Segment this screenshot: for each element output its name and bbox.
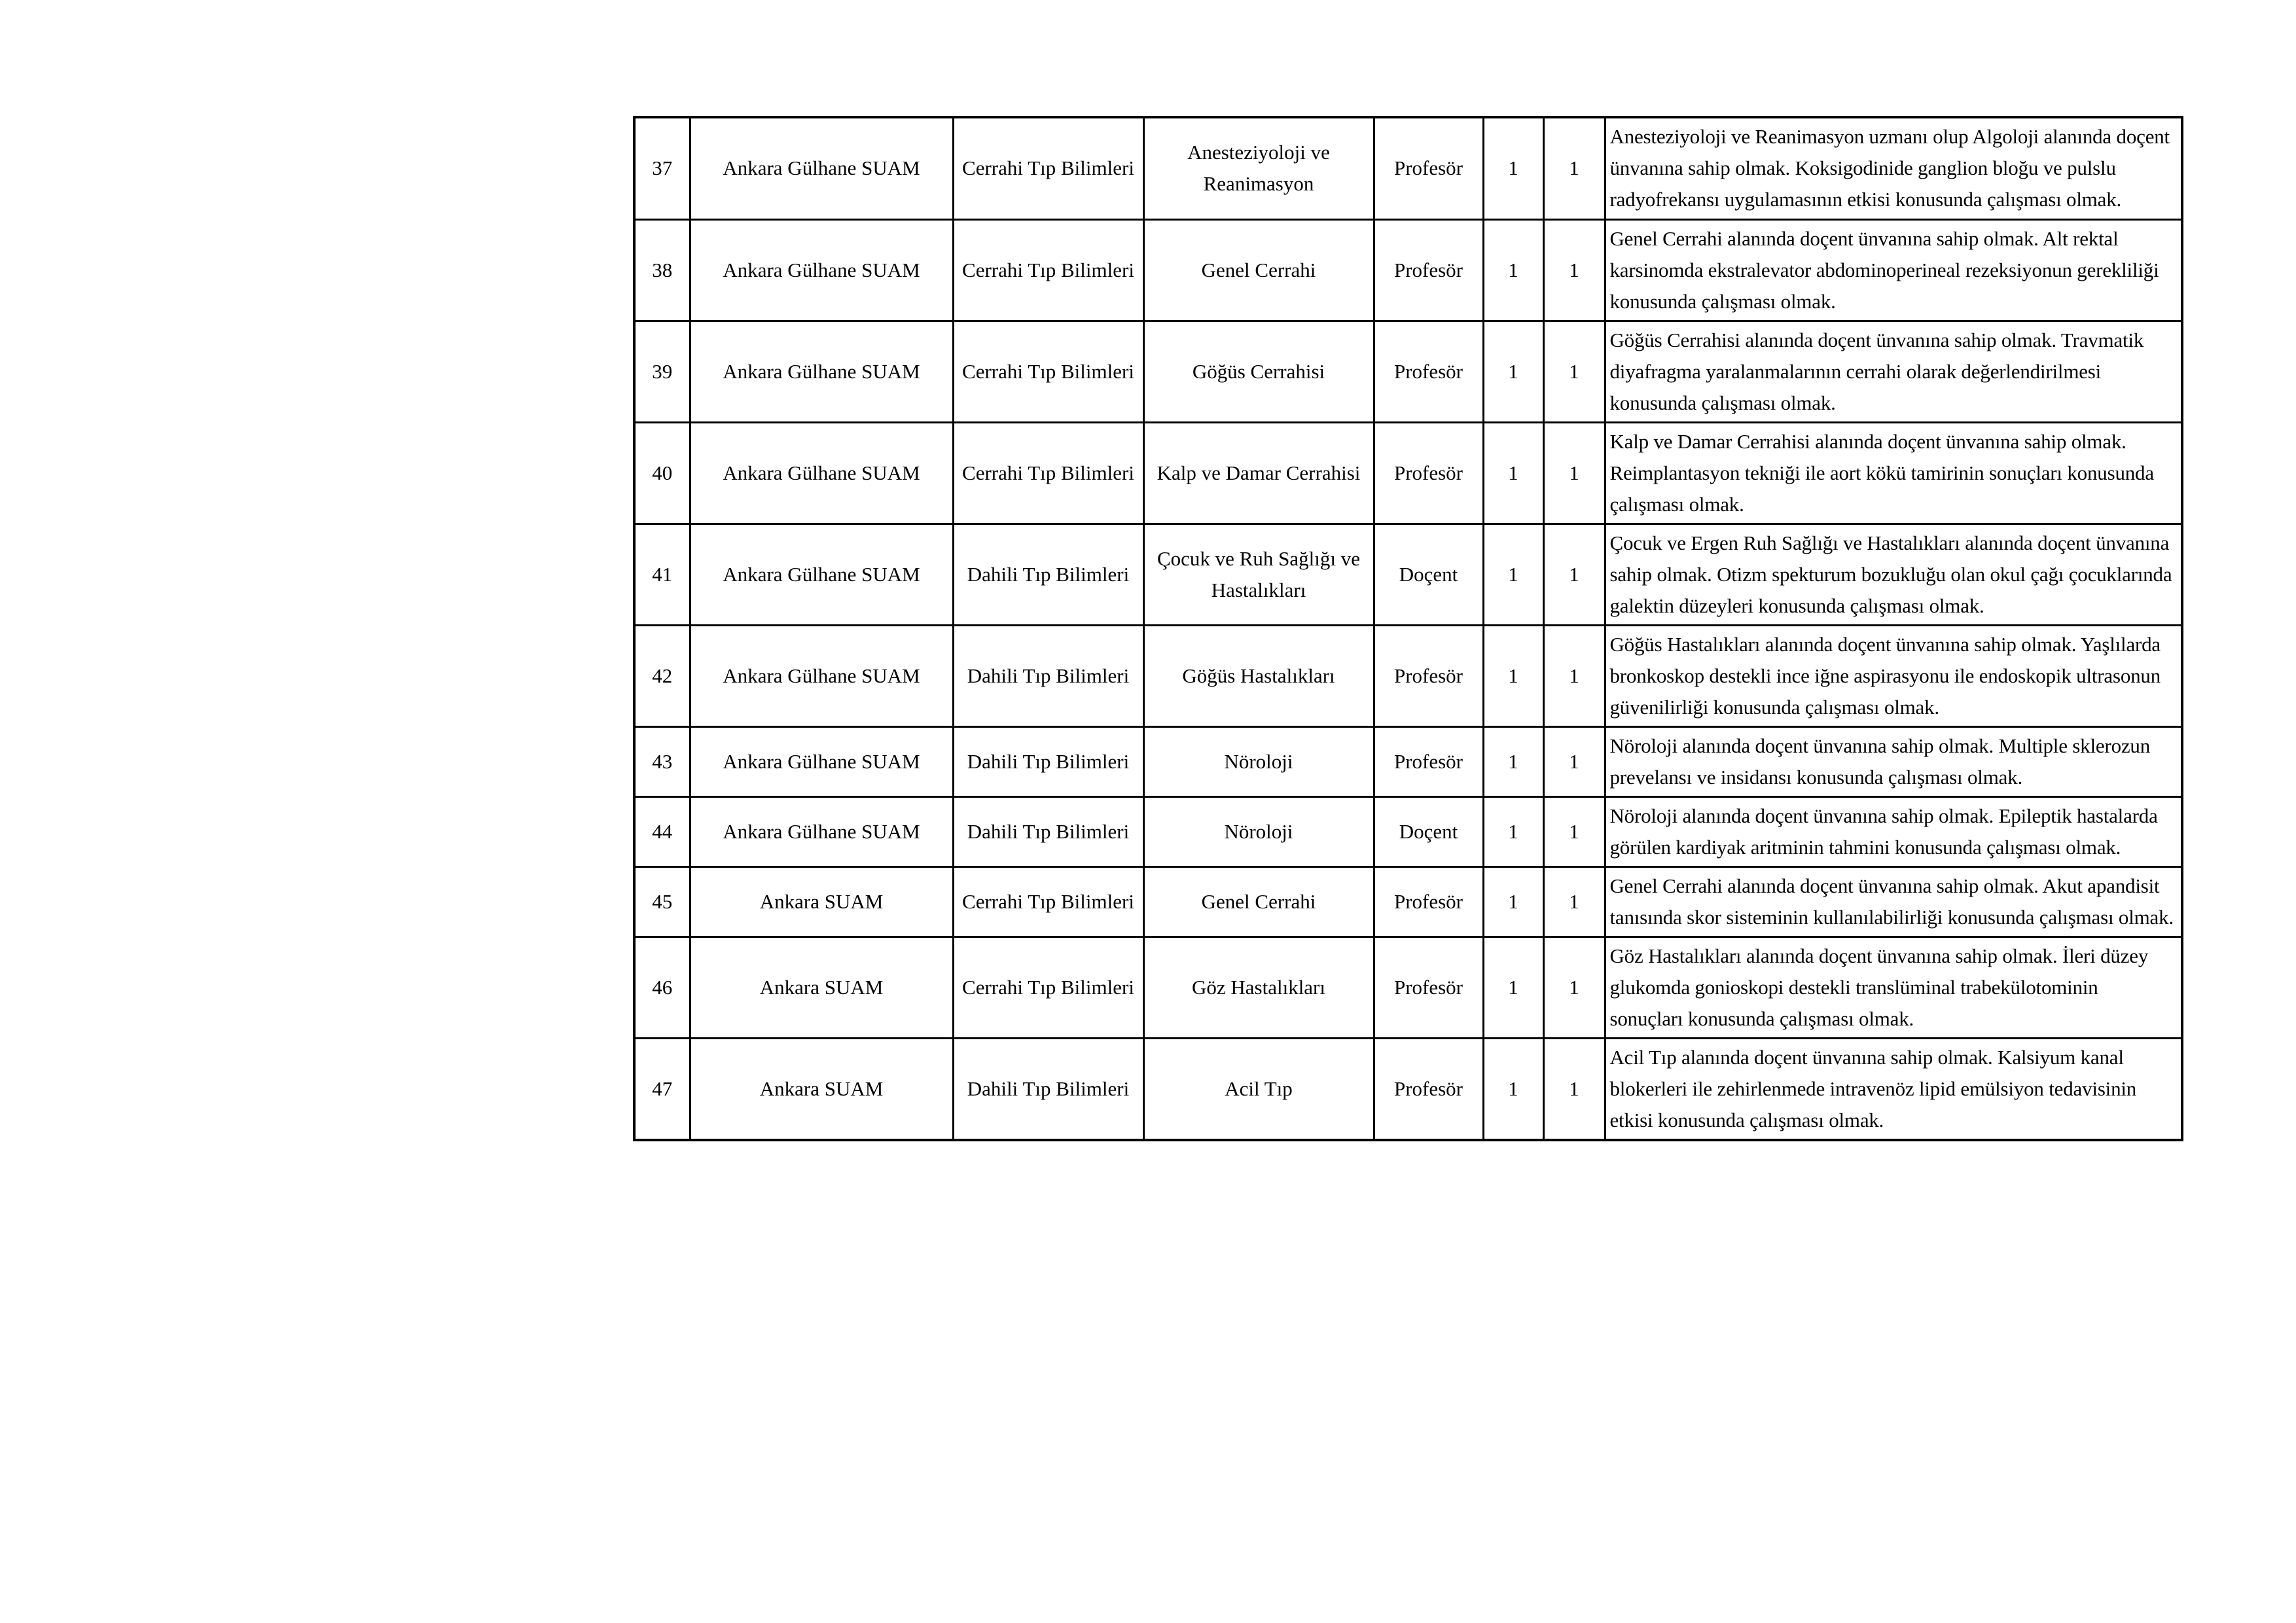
cell-department: Dahili Tıp Bilimleri xyxy=(953,625,1143,726)
cell-row-number: 46 xyxy=(634,936,690,1038)
cell-specialty: Kalp ve Damar Cerrahisi xyxy=(1143,422,1374,524)
cell-row-number: 42 xyxy=(634,625,690,726)
cell-quota-1: 1 xyxy=(1483,625,1543,726)
cell-institution: Ankara Gülhane SUAM xyxy=(690,726,953,796)
cell-institution: Ankara Gülhane SUAM xyxy=(690,625,953,726)
cell-quota-1: 1 xyxy=(1483,219,1543,321)
cell-institution: Ankara SUAM xyxy=(690,866,953,936)
cell-institution: Ankara Gülhane SUAM xyxy=(690,321,953,422)
academic-positions-table xyxy=(633,116,2183,1141)
cell-quota-2: 1 xyxy=(1543,936,1605,1038)
cell-quota-1: 1 xyxy=(1483,117,1543,219)
cell-title: Profesör xyxy=(1374,219,1483,321)
cell-institution: Ankara Gülhane SUAM xyxy=(690,524,953,625)
cell-quota-2: 1 xyxy=(1543,866,1605,936)
cell-institution: Ankara Gülhane SUAM xyxy=(690,219,953,321)
cell-description: Anesteziyoloji ve Reanimasyon uzmanı olup Algoloji alanında doçent ünvanına sahip olmak. Koksigodinide ganglion bloğu ve pulslu radyofrekansı uygulamasının etkisi konusunda çalışması olmak. xyxy=(1605,117,2182,219)
cell-quota-2: 1 xyxy=(1543,117,1605,219)
cell-quota-2: 1 xyxy=(1543,422,1605,524)
cell-row-number: 45 xyxy=(634,866,690,936)
cell-description: Genel Cerrahi alanında doçent ünvanına sahip olmak. Akut apandisit tanısında skor sisteminin kullanılabilirliği konusunda çalışması olmak. xyxy=(1605,866,2182,936)
cell-quota-1: 1 xyxy=(1483,321,1543,422)
cell-quota-1: 1 xyxy=(1483,422,1543,524)
cell-row-number: 44 xyxy=(634,796,690,866)
table-row xyxy=(634,936,2182,1038)
cell-department: Dahili Tıp Bilimleri xyxy=(953,726,1143,796)
table-row xyxy=(634,866,2182,936)
cell-quota-1: 1 xyxy=(1483,796,1543,866)
cell-department: Dahili Tıp Bilimleri xyxy=(953,1038,1143,1140)
cell-title: Profesör xyxy=(1374,866,1483,936)
table-row xyxy=(634,117,2182,219)
cell-title: Profesör xyxy=(1374,726,1483,796)
cell-quota-1: 1 xyxy=(1483,726,1543,796)
table-row xyxy=(634,625,2182,726)
cell-description: Kalp ve Damar Cerrahisi alanında doçent ünvanına sahip olmak. Reimplantasyon tekniği ile aort kökü tamirinin sonuçları konusunda çalışması olmak. xyxy=(1605,422,2182,524)
cell-title: Doçent xyxy=(1374,524,1483,625)
cell-row-number: 47 xyxy=(634,1038,690,1140)
cell-description: Çocuk ve Ergen Ruh Sağlığı ve Hastalıkları alanında doçent ünvanına sahip olmak. Otizm spekturum bozukluğu olan okul çağı çocuklarında galektin düzeyleri konusunda çalışması olmak. xyxy=(1605,524,2182,625)
cell-row-number: 43 xyxy=(634,726,690,796)
cell-specialty: Nöroloji xyxy=(1143,726,1374,796)
cell-specialty: Genel Cerrahi xyxy=(1143,866,1374,936)
cell-description: Göğüs Hastalıkları alanında doçent ünvanına sahip olmak. Yaşlılarda bronkoskop destekli ince iğne aspirasyonu ile endoskopik ultrasonun güvenilirliği konusunda çalışması olmak. xyxy=(1605,625,2182,726)
cell-institution: Ankara Gülhane SUAM xyxy=(690,422,953,524)
cell-row-number: 38 xyxy=(634,219,690,321)
cell-department: Cerrahi Tıp Bilimleri xyxy=(953,321,1143,422)
cell-department: Dahili Tıp Bilimleri xyxy=(953,524,1143,625)
cell-title: Profesör xyxy=(1374,117,1483,219)
cell-quota-2: 1 xyxy=(1543,219,1605,321)
cell-department: Cerrahi Tıp Bilimleri xyxy=(953,936,1143,1038)
cell-department: Cerrahi Tıp Bilimleri xyxy=(953,422,1143,524)
table-row xyxy=(634,726,2182,796)
table-row xyxy=(634,524,2182,625)
table-row xyxy=(634,1038,2182,1140)
cell-quota-2: 1 xyxy=(1543,726,1605,796)
cell-description: Genel Cerrahi alanında doçent ünvanına sahip olmak. Alt rektal karsinomda ekstralevator abdominoperineal rezeksiyonun gerekliliği konusunda çalışması olmak. xyxy=(1605,219,2182,321)
cell-title: Profesör xyxy=(1374,422,1483,524)
cell-specialty: Nöroloji xyxy=(1143,796,1374,866)
cell-specialty: Göğüs Cerrahisi xyxy=(1143,321,1374,422)
cell-title: Profesör xyxy=(1374,1038,1483,1140)
cell-title: Doçent xyxy=(1374,796,1483,866)
cell-description: Göz Hastalıkları alanında doçent ünvanına sahip olmak. İleri düzey glukomda gonioskopi destekli translüminal trabekülotominin sonuçları konusunda çalışması olmak. xyxy=(1605,936,2182,1038)
cell-quota-1: 1 xyxy=(1483,1038,1543,1140)
cell-row-number: 40 xyxy=(634,422,690,524)
cell-description: Nöroloji alanında doçent ünvanına sahip olmak. Multiple sklerozun prevelansı ve insidansı konusunda çalışması olmak. xyxy=(1605,726,2182,796)
cell-specialty: Çocuk ve Ruh Sağlığı ve Hastalıkları xyxy=(1143,524,1374,625)
cell-title: Profesör xyxy=(1374,936,1483,1038)
cell-department: Cerrahi Tıp Bilimleri xyxy=(953,866,1143,936)
cell-department: Dahili Tıp Bilimleri xyxy=(953,796,1143,866)
cell-specialty: Göğüs Hastalıkları xyxy=(1143,625,1374,726)
cell-title: Profesör xyxy=(1374,321,1483,422)
cell-description: Göğüs Cerrahisi alanında doçent ünvanına sahip olmak. Travmatik diyafragma yaralanmalarının cerrahi olarak değerlendirilmesi konusunda çalışması olmak. xyxy=(1605,321,2182,422)
table-row xyxy=(634,422,2182,524)
cell-department: Cerrahi Tıp Bilimleri xyxy=(953,219,1143,321)
cell-quota-2: 1 xyxy=(1543,524,1605,625)
cell-row-number: 41 xyxy=(634,524,690,625)
cell-title: Profesör xyxy=(1374,625,1483,726)
table-row xyxy=(634,321,2182,422)
cell-quota-1: 1 xyxy=(1483,866,1543,936)
cell-quota-2: 1 xyxy=(1543,796,1605,866)
cell-quota-2: 1 xyxy=(1543,1038,1605,1140)
cell-institution: Ankara SUAM xyxy=(690,1038,953,1140)
cell-institution: Ankara Gülhane SUAM xyxy=(690,796,953,866)
cell-quota-2: 1 xyxy=(1543,321,1605,422)
table-row xyxy=(634,796,2182,866)
cell-quota-1: 1 xyxy=(1483,524,1543,625)
cell-quota-1: 1 xyxy=(1483,936,1543,1038)
table-row xyxy=(634,219,2182,321)
cell-specialty: Genel Cerrahi xyxy=(1143,219,1374,321)
cell-row-number: 37 xyxy=(634,117,690,219)
cell-description: Acil Tıp alanında doçent ünvanına sahip olmak. Kalsiyum kanal blokerleri ile zehirlenmede intravenöz lipid emülsiyon tedavisinin etkisi konusunda çalışması olmak. xyxy=(1605,1038,2182,1140)
cell-specialty: Acil Tıp xyxy=(1143,1038,1374,1140)
cell-specialty: Göz Hastalıkları xyxy=(1143,936,1374,1038)
cell-quota-2: 1 xyxy=(1543,625,1605,726)
cell-institution: Ankara SUAM xyxy=(690,936,953,1038)
table-body xyxy=(634,117,2182,1140)
cell-row-number: 39 xyxy=(634,321,690,422)
cell-specialty: Anesteziyoloji ve Reanimasyon xyxy=(1143,117,1374,219)
cell-description: Nöroloji alanında doçent ünvanına sahip olmak. Epileptik hastalarda görülen kardiyak aritminin tahmini konusunda çalışması olmak. xyxy=(1605,796,2182,866)
cell-institution: Ankara Gülhane SUAM xyxy=(690,117,953,219)
cell-department: Cerrahi Tıp Bilimleri xyxy=(953,117,1143,219)
